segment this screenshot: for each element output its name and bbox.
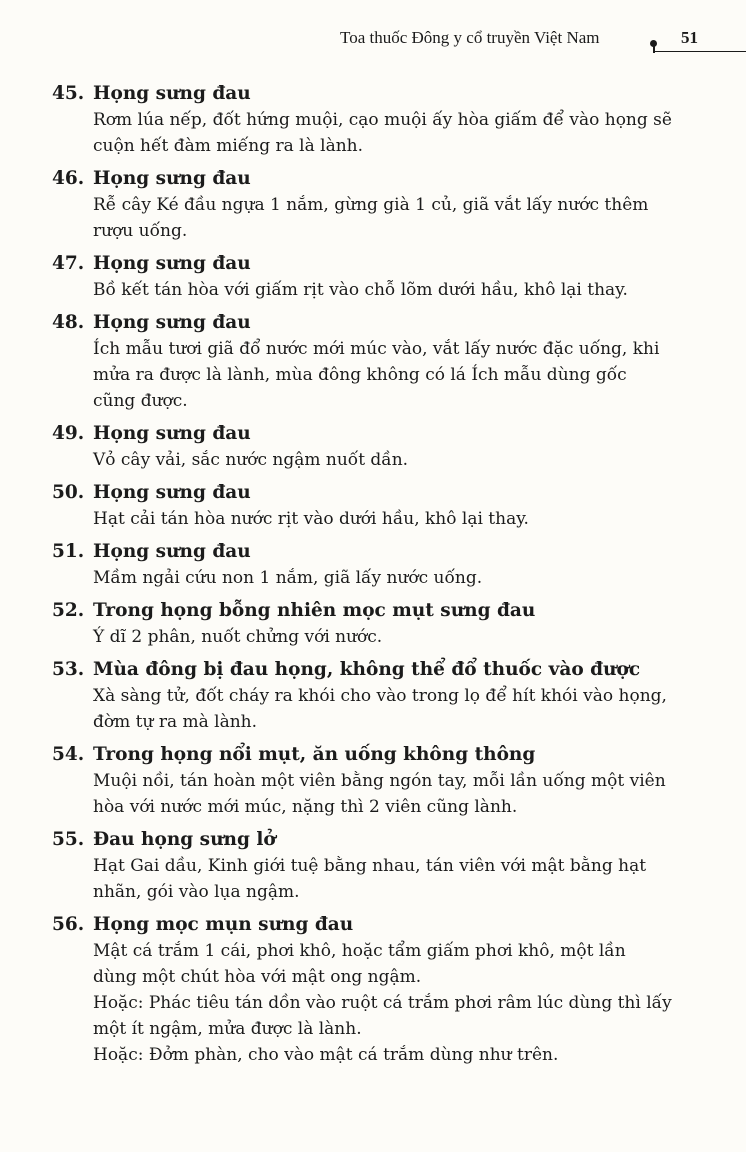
remedy-text: Hạt Gai dầu, Kinh giới tuệ bằng nhau, tán viên với mật bằng hạt nhãn, gói vào lụa ngậm. [93, 856, 647, 902]
remedy-heading [52, 250, 672, 277]
remedy-number: 49. [52, 423, 85, 444]
remedy-title: Họng sưng đau [93, 83, 251, 104]
remedy-title: Họng sưng đau [93, 482, 251, 503]
remedy-text: Hoặc: Đởm phàn, cho vào mật cá trắm dùng như trên. [93, 1045, 559, 1065]
remedy-text: Vỏ cây vải, sắc nước ngậm nuốt dần. [93, 450, 409, 470]
remedy-body [93, 107, 672, 159]
remedy-title: Họng sưng đau [93, 253, 251, 274]
remedy-number: 52. [52, 600, 85, 621]
remedy-heading [52, 479, 672, 506]
remedy-entry [52, 420, 672, 473]
remedy-heading [52, 165, 672, 192]
remedy-body [93, 624, 672, 650]
running-title: Toa thuốc Đông y cổ truyền Việt Nam [340, 28, 600, 47]
remedy-title: Họng sưng đau [93, 312, 251, 333]
remedy-entry [52, 741, 672, 820]
remedy-title: Trong họng bỗng nhiên mọc mụt sưng đau [93, 600, 536, 621]
page-number: 51 [681, 28, 698, 47]
remedy-heading [52, 911, 672, 938]
remedy-body [93, 853, 672, 905]
remedy-entry [52, 826, 672, 905]
remedy-heading [52, 80, 672, 107]
remedy-title: Họng sưng đau [93, 423, 251, 444]
remedy-body [93, 768, 672, 820]
remedy-number: 56. [52, 914, 85, 935]
remedy-heading [52, 741, 672, 768]
remedy-entry [52, 250, 672, 303]
remedy-text: Mật cá trắm 1 cái, phơi khô, hoặc tẩm giấm phơi khô, một lần dùng một chút hòa với mật ong ngậm. [93, 941, 626, 987]
remedy-text: Hoặc: Phác tiêu tán dồn vào ruột cá trắm phơi râm lúc dùng thì lấy một ít ngậm, mửa được là lành. [93, 993, 672, 1039]
remedy-heading [52, 656, 672, 683]
remedy-entry [52, 309, 672, 414]
remedy-number: 47. [52, 253, 85, 274]
remedy-text: Ích mẫu tươi giã đổ nước mới múc vào, vắt lấy nước đặc uống, khi mửa ra được là lành, mùa đông không có lá Ích mẫu dùng gốc cũng được. [93, 339, 660, 411]
remedy-number: 55. [52, 829, 85, 850]
remedy-body [93, 683, 672, 735]
remedy-text: Ý dĩ 2 phân, nuốt chửng với nước. [93, 627, 383, 647]
remedy-body [93, 192, 672, 244]
remedy-text: Rễ cây Ké đầu ngựa 1 nắm, gừng già 1 củ, giã vắt lấy nước thêm rượu uống. [93, 195, 649, 241]
remedy-entry [52, 538, 672, 591]
remedy-number: 48. [52, 312, 85, 333]
remedy-text: Mầm ngải cứu non 1 nắm, giã lấy nước uống. [93, 568, 483, 588]
remedy-heading [52, 597, 672, 624]
remedy-text: Bồ kết tán hòa với giấm rịt vào chỗ lõm dưới hầu, khô lại thay. [93, 280, 628, 300]
remedy-title: Họng mọc mụn sưng đau [93, 914, 354, 935]
remedy-title: Họng sưng đau [93, 168, 251, 189]
remedy-heading [52, 538, 672, 565]
remedy-body [93, 277, 672, 303]
remedy-title: Họng sưng đau [93, 541, 251, 562]
remedy-entry [52, 165, 672, 244]
remedy-entry [52, 656, 672, 735]
remedy-text: Muội nồi, tán hoàn một viên bằng ngón tay, mỗi lần uống một viên hòa với nước mới múc, nặng thì 2 viên cũng lành. [93, 771, 666, 817]
remedy-body [93, 447, 672, 473]
remedy-title: Đau họng sưng lở [93, 829, 276, 850]
remedy-body [93, 336, 672, 414]
remedy-text: Xà sàng tử, đốt cháy ra khói cho vào trong lọ để hít khói vào họng, đờm tự ra mà lành. [93, 686, 667, 732]
page-header [0, 20, 746, 60]
remedy-number: 45. [52, 83, 85, 104]
remedy-entry [52, 597, 672, 650]
remedy-text: Rơm lúa nếp, đốt hứng muội, cạo muội ấy hòa giấm để vào họng sẽ cuộn hết đàm miếng ra là lành. [93, 110, 672, 156]
remedy-heading [52, 826, 672, 853]
remedy-list [52, 80, 672, 1074]
remedy-entry [52, 911, 672, 1068]
remedy-body [93, 565, 672, 591]
remedy-title: Trong họng nổi mụt, ăn uống không thông [93, 744, 536, 765]
remedy-heading [52, 420, 672, 447]
remedy-entry [52, 80, 672, 159]
remedy-text: Hạt cải tán hòa nước rịt vào dưới hầu, khô lại thay. [93, 509, 529, 529]
remedy-body [93, 938, 672, 1068]
remedy-title: Mùa đông bị đau họng, không thể đổ thuốc vào được [93, 659, 641, 680]
remedy-heading [52, 309, 672, 336]
remedy-number: 50. [52, 482, 85, 503]
remedy-number: 46. [52, 168, 85, 189]
remedy-entry [52, 479, 672, 532]
remedy-number: 53. [52, 659, 85, 680]
header-rule [655, 51, 746, 52]
remedy-body [93, 506, 672, 532]
remedy-number: 51. [52, 541, 85, 562]
remedy-number: 54. [52, 744, 85, 765]
